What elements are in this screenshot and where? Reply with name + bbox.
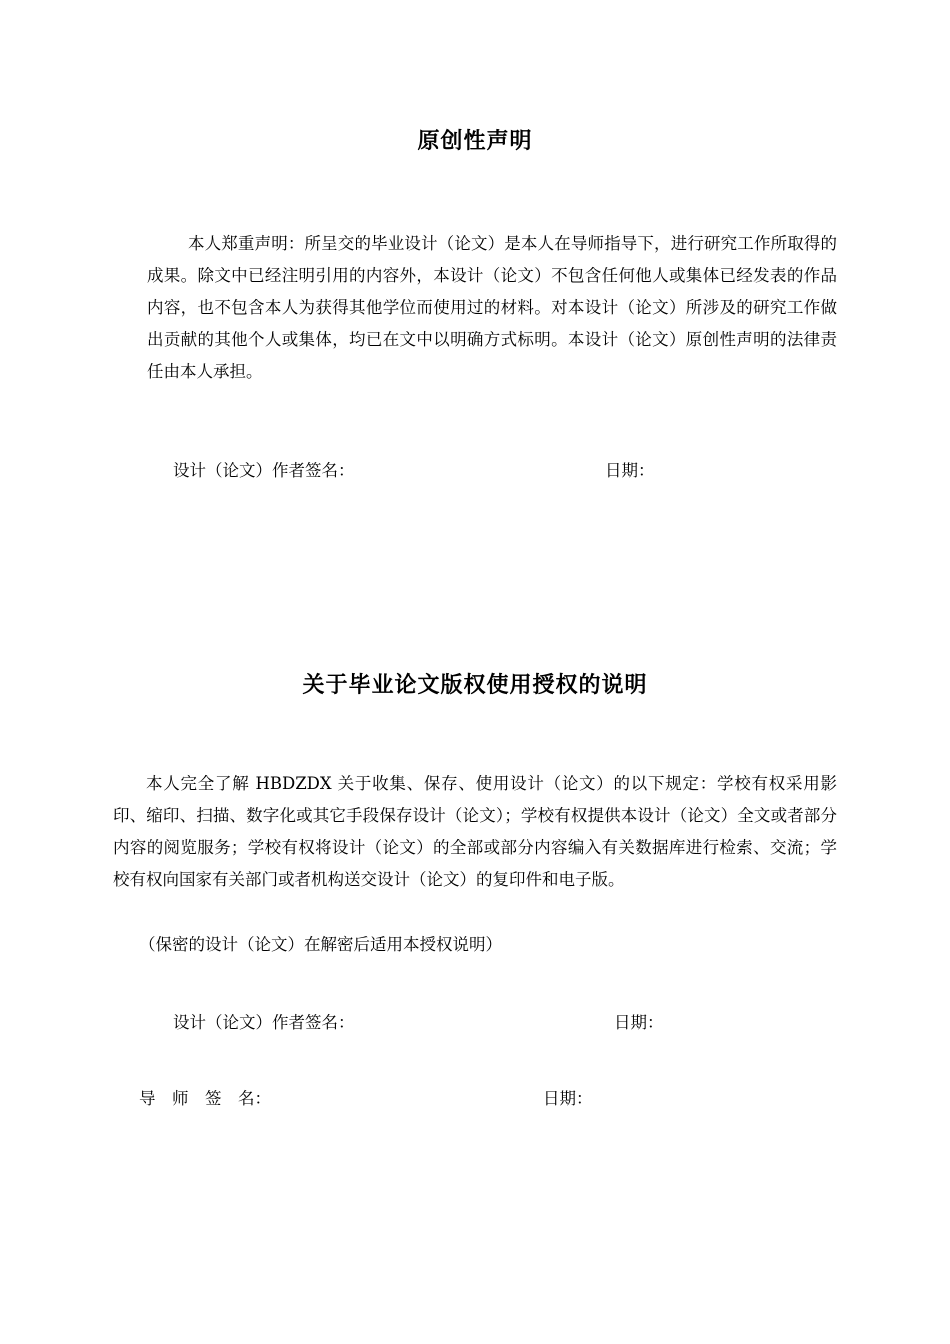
advisor-date-label: 日期： [543, 1089, 593, 1108]
originality-date-label: 日期： [605, 461, 655, 480]
copyright-author-date-label: 日期： [614, 1013, 664, 1032]
originality-title: 原创性声明 [417, 129, 533, 154]
copyright-body: 本人完全了解 HBDZDX 关于收集、保存、使用设计（论文）的以下规定：学校有权采用影印、缩印、扫描、数字化或其它手段保存设计（论文）；学校有权提供本设计（论文）全文或者部分内容的阅览服务；学校有权将设计（论文）的全部或部分内容编入有关数据库进行检索、交流；学校有权向国家有关部门或者机构送交设计（论文）的复印件和电子版。 [113, 774, 837, 889]
copyright-note: （保密的设计（论文）在解密后适用本授权说明） [139, 935, 502, 954]
copyright-title: 关于毕业论文版权使用授权的说明 [302, 673, 648, 698]
originality-body: 本人郑重声明：所呈交的毕业设计（论文）是本人在导师指导下，进行研究工作所取得的成果。除文中已经注明引用的内容外，本设计（论文）不包含任何他人或集体已经发表的作品内容，也不包含本人为获得其他学位而使用过的材料。对本设计（论文）所涉及的研究工作做出贡献的其他个人或集体，均已在文中以明确方式标明。本设计（论文）原创性声明的法律责任由本人承担。 [147, 234, 837, 381]
copyright-author-signature-label: 设计（论文）作者签名： [173, 1013, 355, 1032]
advisor-signature-label: 导 师 签 名： [139, 1089, 271, 1108]
originality-author-signature-label: 设计（论文）作者签名： [173, 461, 355, 480]
